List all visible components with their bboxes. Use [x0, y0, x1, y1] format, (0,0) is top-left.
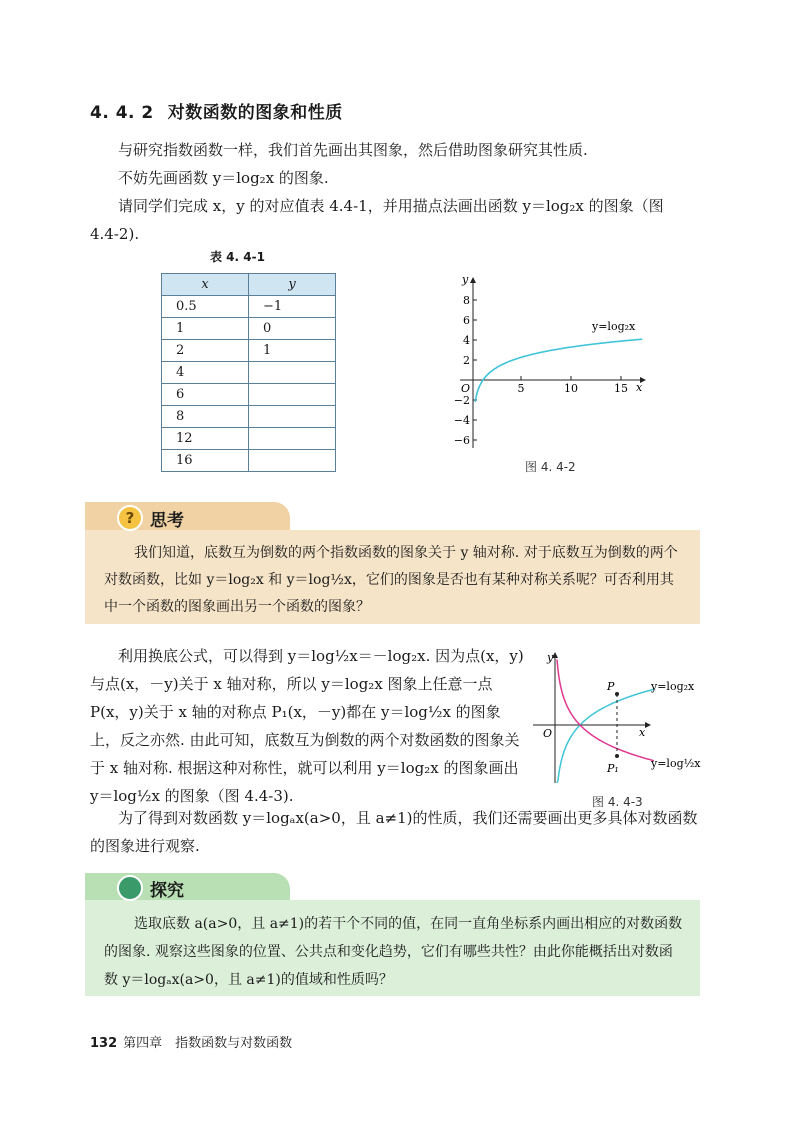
section-title: 对数函数的图象和性质: [167, 103, 343, 123]
page-footer: [90, 1032, 292, 1051]
table-cell: [249, 384, 336, 406]
figure1-caption: 图 4. 4-2: [525, 460, 576, 474]
page-number: 132: [90, 1036, 118, 1051]
explore-tab: [85, 873, 290, 902]
body-paragraph-1: 利用换底公式，可以得到 y＝log½x＝－log₂x. 因为点(x，y)与点(x，－y)关于 x 轴对称，所以 y＝log₂x 图象上任意一点 P(x，y)关于 x 轴的对称点 P₁(x，－y)都在 y＝log½x 的图象上，反之亦然. 由此可知，底数互为倒数的两个对数函数的图象关于 x 轴对称. 根据这种对称性，就可以利用 y＝log₂x 的图象画出 y＝log½x 的图象（图 4.4-3).: [90, 647, 524, 805]
table-header-y: y: [249, 274, 336, 296]
table-cell: 8: [162, 406, 249, 428]
table-cell: 0: [249, 318, 336, 340]
table-row: [162, 318, 336, 340]
explore-title: 探究: [150, 881, 184, 901]
intro-line-2: 不妨先画函数 y＝log₂x 的图象.: [118, 169, 329, 187]
table-cell: 16: [162, 450, 249, 472]
table-row: [162, 340, 336, 362]
table-cell: 1: [249, 340, 336, 362]
point-p-label: P: [607, 680, 615, 693]
think-text: 我们知道，底数互为倒数的两个指数函数的图象关于 y 轴对称. 对于底数互为倒数的两个对数函数，比如 y＝log₂x 和 y＝log½x，它们的图象是否也有某种对称关系呢？可否利用其中一个函数的图象画出另一个函数的图象？: [104, 545, 678, 615]
table-cell: 6: [162, 384, 249, 406]
table-row: [162, 362, 336, 384]
explore-text: 选取底数 a(a>0，且 a≠1)的若干个不同的值，在同一直角坐标系内画出相应的对数函数的图象. 观察这些图象的位置、公共点和变化趋势，它们有哪些共性？由此你能概括出对数函数 y＝logₐx(a>0，且 a≠1)的值域和性质吗？: [104, 916, 683, 988]
section-heading: [90, 98, 343, 123]
point-p: [615, 692, 619, 696]
y-tick-label: −2: [453, 394, 470, 407]
think-tab: [85, 502, 290, 532]
table-header-x: x: [162, 274, 249, 296]
x-tick-label: 15: [614, 382, 628, 395]
x-axis-label: x: [636, 381, 643, 394]
table-row: [162, 406, 336, 428]
figure2-caption: 图 4. 4-3: [592, 795, 643, 809]
intro-line-3: 请同学们完成 x，y 的对应值表 4.4-1，并用描点法画出函数 y＝log₂x 的图象（图: [118, 197, 664, 215]
figure-log2-graph: [440, 270, 660, 455]
y-tick-label: 8: [463, 294, 470, 307]
curve-label-top: y=log₂x: [651, 680, 695, 693]
table-cell: [249, 362, 336, 384]
point-p1-label: P₁: [607, 762, 619, 775]
y-axis-label: y: [547, 651, 554, 664]
table-cell: 2: [162, 340, 249, 362]
y-tick-label: −6: [453, 434, 470, 447]
chapter-title: 第四章 指数函数与对数函数: [123, 1036, 293, 1051]
y-tick-label: 6: [463, 314, 470, 327]
table-cell: 12: [162, 428, 249, 450]
table-cell: −1: [249, 296, 336, 318]
log-half-curve: [557, 659, 654, 760]
table-row: [162, 450, 336, 472]
curve-label: y=log₂x: [592, 320, 636, 333]
table-cell: 1: [162, 318, 249, 340]
table-cell: 4: [162, 362, 249, 384]
body-paragraph-2: 为了得到对数函数 y＝logₐx(a>0，且 a≠1)的性质，我们还需要画出更多具体对数函数的图象进行观察.: [90, 809, 698, 855]
figure-symmetry-graph: [525, 645, 710, 785]
explore-icon: [117, 875, 143, 901]
y-tick-label: 4: [463, 334, 470, 347]
x-axis-label: x: [639, 726, 646, 739]
origin-label: O: [461, 382, 471, 395]
curve-label-bottom: y=log½x: [651, 757, 701, 770]
x-tick-label: 5: [517, 382, 525, 395]
table-row: [162, 428, 336, 450]
question-icon: ?: [117, 505, 143, 531]
table-caption: 表 4. 4-1: [210, 250, 265, 264]
table-cell: [249, 428, 336, 450]
y-axis-label: y: [462, 273, 469, 286]
y-tick-label: 2: [463, 354, 470, 367]
x-tick-label: 10: [564, 382, 578, 395]
point-p1: [615, 754, 619, 758]
think-title: 思考: [150, 511, 184, 531]
table-cell: 0.5: [162, 296, 249, 318]
table-cell: [249, 406, 336, 428]
intro-line-3b: 4.4-2).: [90, 225, 140, 243]
origin-label: O: [543, 727, 553, 740]
table-row: [162, 296, 336, 318]
y-tick-label: −4: [453, 414, 470, 427]
table-cell: [249, 450, 336, 472]
table-header-row: [162, 274, 336, 296]
value-table: [161, 273, 336, 472]
section-number: 4. 4. 2: [90, 103, 154, 123]
table-row: [162, 384, 336, 406]
intro-line-1: 与研究指数函数一样，我们首先画出其图象，然后借助图象研究其性质.: [118, 141, 588, 159]
